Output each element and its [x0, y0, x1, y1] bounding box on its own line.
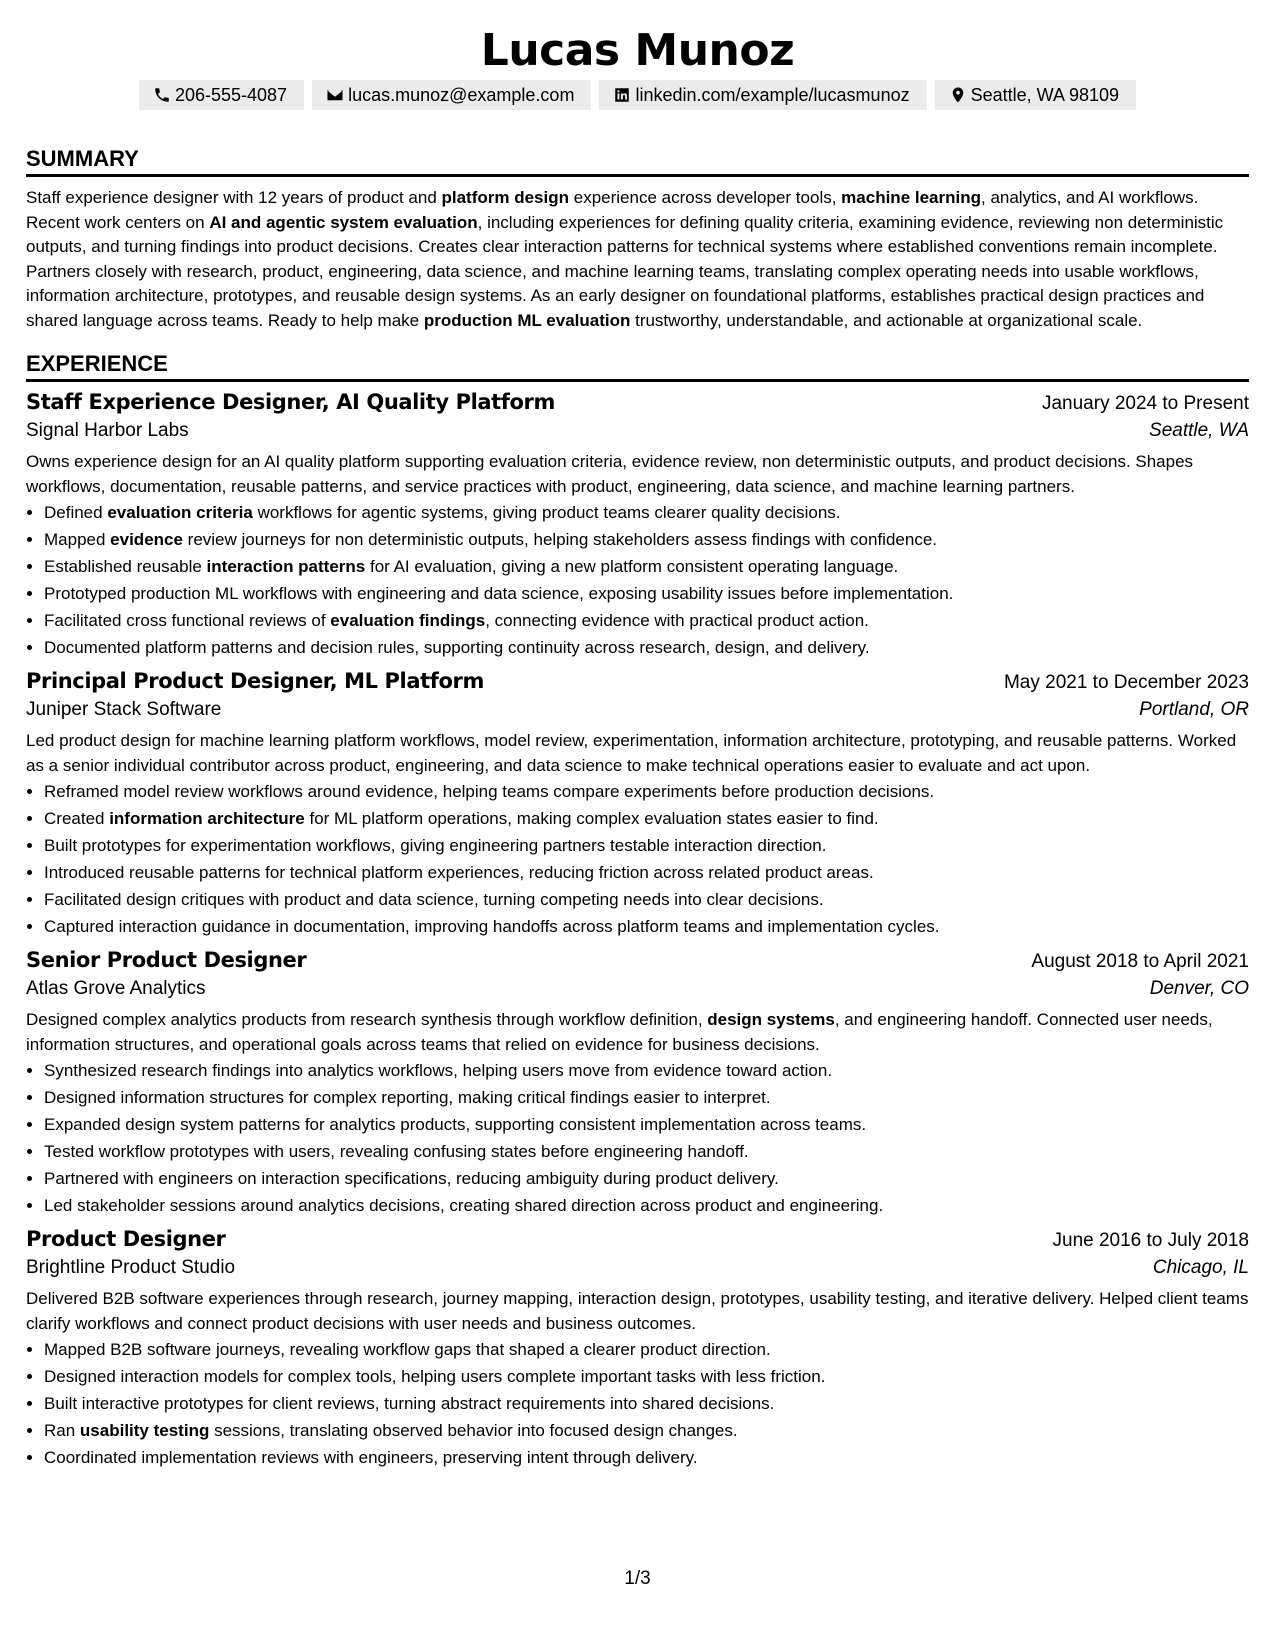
job-header [26, 390, 1249, 415]
emphasis-text: production ML evaluation [423, 310, 631, 330]
bullet-item: • Facilitated design critiques with product and data science, turning competing needs into clear decisions. [44, 886, 1249, 913]
company-name: Brightline Product Studio [26, 1257, 236, 1278]
job-description: Delivered B2B software experiences through research, journey mapping, interaction design, prototypes, usability testing, and iterative delivery. Helped client teams clarify workflows and connect product decisions with user needs and business outcomes. [26, 1289, 1249, 1333]
bullet-item: • Established reusable interaction patterns for AI evaluation, giving a new platform consistent operating language. [44, 553, 1249, 580]
bullet-item: • Built prototypes for experimentation workflows, giving engineering partners testable interaction direction. [44, 832, 1249, 859]
job-location: Denver, CO [1149, 978, 1249, 999]
job-entry [26, 1227, 1249, 1471]
job-subheader [26, 978, 1249, 1000]
job-dates: May 2021 to December 2023 [1003, 672, 1249, 693]
bullet-item: • Led stakeholder sessions around analytics decisions, creating shared direction across product and engineering. [44, 1192, 1249, 1219]
summary-heading: SUMMARY [26, 146, 1249, 177]
experience-heading: EXPERIENCE [26, 351, 1249, 382]
linkedin-text: linkedin.com/example/lucasmunoz [635, 84, 910, 105]
job-dates: January 2024 to Present [1041, 393, 1249, 414]
bullet-item: • Mapped B2B software journeys, revealing workflow gaps that shaped a clearer product direction. [44, 1336, 1249, 1363]
job-description: Designed complex analytics products from research synthesis through workflow definition, design systems, and engineering handoff. Connected user needs, information structures, and operational goals across teams that relied on evidence for business decisions. [26, 1010, 1213, 1054]
company-name: Signal Harbor Labs [26, 420, 189, 441]
job-header [26, 669, 1249, 694]
bullet-item: • Prototyped production ML workflows with engineering and data science, exposing usability issues before implementation. [44, 580, 1249, 607]
emphasis-text: information architecture [109, 809, 305, 828]
bullet-item: • Designed information structures for complex reporting, making critical findings easier to interpret. [44, 1084, 1249, 1111]
location-text: Seattle, WA 98109 [970, 84, 1120, 105]
bullet-item: • Defined evaluation criteria workflows for agentic systems, giving product teams clearer quality decisions. [44, 499, 1249, 526]
company-name: Atlas Grove Analytics [26, 978, 206, 999]
emphasis-text: evaluation findings [330, 611, 486, 630]
bullet-item: • Facilitated cross functional reviews of evaluation findings, connecting evidence with practical product action. [44, 607, 1249, 634]
contact-email[interactable] [312, 80, 591, 110]
candidate-name: Lucas Munoz [480, 25, 795, 76]
job-bullets [26, 499, 1249, 661]
contact-phone[interactable] [139, 80, 304, 110]
bullet-item: • Ran usability testing sessions, translating observed behavior into focused design changes. [44, 1417, 1249, 1444]
company-name: Juniper Stack Software [26, 699, 222, 720]
bullet-item: • Coordinated implementation reviews with engineers, preserving intent through delivery. [44, 1444, 1249, 1471]
job-header [26, 948, 1249, 973]
job-location: Seattle, WA [1149, 420, 1249, 441]
job-title: Senior Product Designer [26, 948, 307, 972]
bullet-item: • Synthesized research findings into analytics workflows, helping users move from evidence toward action. [44, 1057, 1249, 1084]
emphasis-text: design systems [707, 1010, 835, 1029]
envelope-icon [326, 86, 344, 104]
summary-text: Staff experience designer with 12 years of product and platform design experience across developer tools, machine learning, analytics, and AI workflows. Recent work centers on AI and agentic system evaluation, including experiences for defining quality criteria, examining evidence, reviewing non deterministic outputs, and turning findings into product decisions. Creates clear interaction patterns for technical systems where established conventions remain incomplete. Partners closely with research, product, engineering, data science, and machine learning teams, translating complex operating needs into usable workflows, information architecture, prototypes, and reusable design systems. As an early designer on foundational platforms, establishes practical design practices and shared language across teams. Ready to help make production ML evaluation trustworthy, understandable, and actionable at organizational scale. [26, 188, 1224, 330]
bullet-item: • Partnered with engineers on interaction specifications, reducing ambiguity during product delivery. [44, 1165, 1249, 1192]
job-title: Staff Experience Designer, AI Quality Platform [26, 390, 555, 414]
job-title: Product Designer [26, 1227, 226, 1251]
job-subheader [26, 1257, 1249, 1279]
bullet-item: • Captured interaction guidance in documentation, improving handoffs across platform teams and implementation cycles. [44, 913, 1249, 940]
emphasis-text: AI and agentic system evaluation [209, 212, 478, 232]
linkedin-icon [613, 86, 631, 104]
job-bullets [26, 778, 1249, 940]
contact-location [935, 80, 1136, 110]
job-bullets [26, 1336, 1249, 1471]
job-entry [26, 390, 1249, 661]
job-entry [26, 948, 1249, 1219]
job-description: Led product design for machine learning platform workflows, model review, experimentation, information architecture, prototyping, and reusable patterns. Worked as a senior individual contributor across product, engineering, and data science to make technical operations easier to evaluate and act upon. [26, 731, 1237, 775]
emphasis-text: interaction patterns [206, 557, 366, 576]
resume-page [26, 0, 1249, 1471]
job-bullets [26, 1057, 1249, 1219]
job-location: Portland, OR [1139, 699, 1249, 720]
contact-bar [26, 80, 1249, 110]
bullet-item: • Built interactive prototypes for client reviews, turning abstract requirements into shared decisions. [44, 1390, 1249, 1417]
bullet-item: • Tested workflow prototypes with users, revealing confusing states before engineering handoff. [44, 1138, 1249, 1165]
experience-list [26, 390, 1249, 1471]
bullet-item: • Reframed model review workflows around evidence, helping teams compare experiments before production decisions. [44, 778, 1249, 805]
phone-text: 206-555-4087 [174, 84, 288, 105]
bullet-item: • Designed interaction models for complex tools, helping users complete important tasks with less friction. [44, 1363, 1249, 1390]
map-pin-icon [949, 86, 967, 104]
bullet-item: • Introduced reusable patterns for technical platform experiences, reducing friction across related product areas. [44, 859, 1249, 886]
job-dates: June 2016 to July 2018 [1052, 1230, 1249, 1251]
job-description: Owns experience design for an AI quality platform supporting evaluation criteria, evidence review, non deterministic outputs, and product decisions. Shapes workflows, documentation, reusable patterns, and service practices with product, engineering, data science, and machine learning partners. [26, 452, 1194, 496]
emphasis-text: platform design [441, 188, 570, 207]
job-header [26, 1227, 1249, 1252]
emphasis-text: evaluation criteria [107, 503, 253, 522]
bullet-item: • Expanded design system patterns for analytics products, supporting consistent implementation across teams. [44, 1111, 1249, 1138]
contact-linkedin[interactable] [599, 80, 926, 110]
page-number: 1/3 [624, 1568, 651, 1589]
job-title: Principal Product Designer, ML Platform [26, 669, 484, 693]
email-text: lucas.munoz@example.com [348, 84, 575, 105]
job-subheader [26, 420, 1249, 442]
bullet-item: • Documented platform patterns and decision rules, supporting continuity across research, design, and delivery. [44, 634, 1249, 661]
job-subheader [26, 699, 1249, 721]
job-dates: August 2018 to April 2021 [1031, 951, 1249, 972]
job-entry [26, 669, 1249, 940]
bullet-item: • Created information architecture for ML platform operations, making complex evaluation states easier to find. [44, 805, 1249, 832]
bullet-item: • Mapped evidence review journeys for non deterministic outputs, helping stakeholders assess findings with confidence. [44, 526, 1249, 553]
job-location: Chicago, IL [1152, 1257, 1249, 1278]
emphasis-text: machine learning [841, 188, 981, 207]
phone-icon [153, 86, 171, 104]
emphasis-text: usability testing [79, 1421, 210, 1440]
emphasis-text: evidence [110, 530, 183, 549]
